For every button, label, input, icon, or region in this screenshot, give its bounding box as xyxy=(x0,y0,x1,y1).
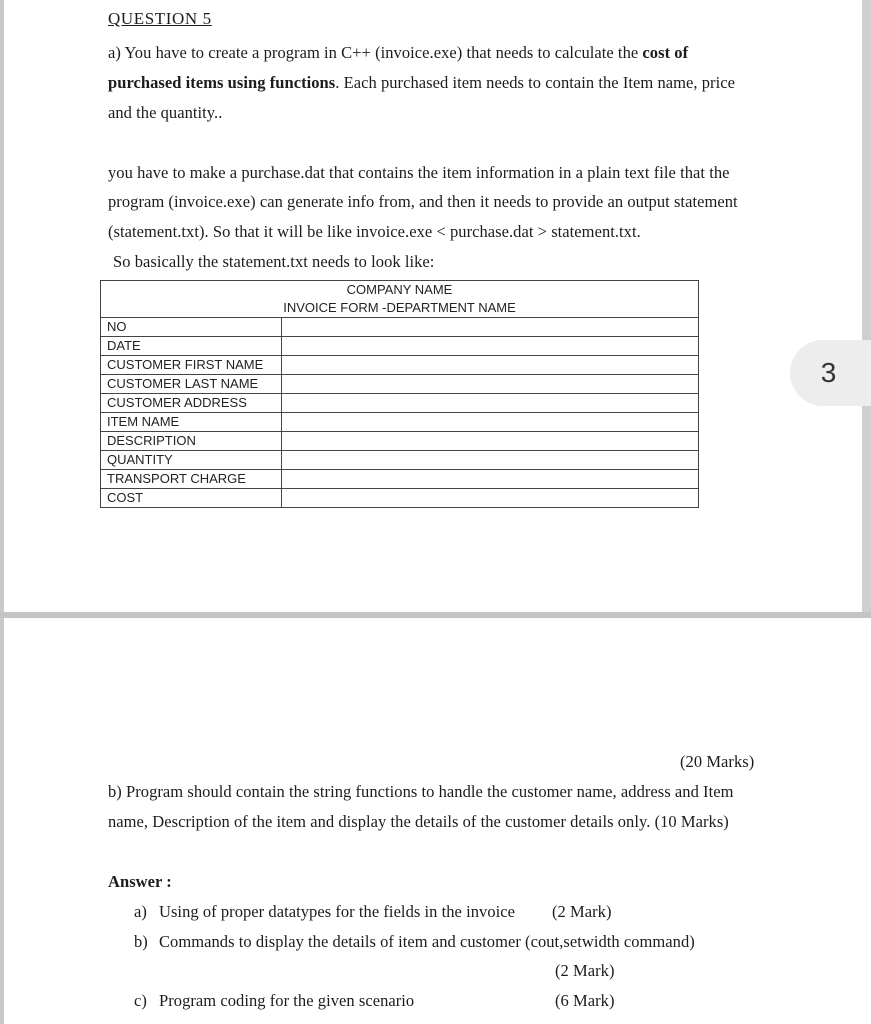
row-label: DESCRIPTION xyxy=(101,432,282,451)
table-row xyxy=(101,470,699,489)
table-row xyxy=(101,489,699,508)
page-number-badge[interactable]: 3 xyxy=(790,340,871,406)
row-label: TRANSPORT CHARGE xyxy=(101,470,282,489)
company-name-header: COMPANY NAME xyxy=(101,281,699,300)
answer-b-text: Commands to display the details of item and customer (cout,setwidth command) xyxy=(159,932,695,951)
answer-a-text: Using of proper datatypes for the fields in the invoice xyxy=(159,902,516,921)
row-value xyxy=(282,318,699,337)
question-title: QUESTION 5 xyxy=(108,9,212,28)
answer-c-text: Program coding for the given scenario xyxy=(159,991,415,1010)
row-value xyxy=(282,356,699,375)
table-row xyxy=(101,413,699,432)
answer-b-label: b) xyxy=(134,932,148,951)
answer-heading: Answer : xyxy=(108,872,172,891)
row-value xyxy=(282,375,699,394)
part-a-line-3: and the quantity.. xyxy=(108,103,223,122)
invoice-form-header: INVOICE FORM -DEPARTMENT NAME xyxy=(101,299,699,318)
table-row xyxy=(101,318,699,337)
row-label: CUSTOMER ADDRESS xyxy=(101,394,282,413)
table-row xyxy=(101,394,699,413)
scroll-gutter xyxy=(862,0,871,612)
row-value xyxy=(282,432,699,451)
row-label: NO xyxy=(101,318,282,337)
answer-c-marks: (6 Mark) xyxy=(555,991,615,1010)
answer-b-marks: (2 Mark) xyxy=(555,961,615,980)
part-b-line-2: name, Description of the item and display the details of the customer details only. (10 Marks) xyxy=(108,812,729,831)
row-value xyxy=(282,337,699,356)
row-value xyxy=(282,451,699,470)
row-value xyxy=(282,470,699,489)
part-b-line-1: b) Program should contain the string functions to handle the customer name, address and Item xyxy=(108,782,734,801)
row-label: CUSTOMER FIRST NAME xyxy=(101,356,282,375)
row-label: ITEM NAME xyxy=(101,413,282,432)
invoice-table xyxy=(100,280,699,508)
row-label: DATE xyxy=(101,337,282,356)
paragraph-2-line-4: So basically the statement.txt needs to look like: xyxy=(113,252,435,271)
table-row xyxy=(101,451,699,470)
answer-a-label: a) xyxy=(134,902,147,921)
part-a-line-2: purchased items using functions. Each purchased item needs to contain the Item name, price xyxy=(108,73,735,92)
row-label: QUANTITY xyxy=(101,451,282,470)
row-label: COST xyxy=(101,489,282,508)
table-row xyxy=(101,375,699,394)
row-label: CUSTOMER LAST NAME xyxy=(101,375,282,394)
table-row xyxy=(101,356,699,375)
answer-c-label: c) xyxy=(134,991,147,1010)
part-a-line-1: a) You have to create a program in C++ (invoice.exe) that needs to calculate the cost of xyxy=(108,43,689,62)
row-value xyxy=(282,394,699,413)
paragraph-2-line-3: (statement.txt). So that it will be like invoice.exe < purchase.dat > statement.txt. xyxy=(108,222,641,241)
table-row xyxy=(101,432,699,451)
part-b-total-marks: (20 Marks) xyxy=(680,752,755,771)
answer-a-marks: (2 Mark) xyxy=(552,902,612,921)
table-row xyxy=(101,337,699,356)
row-value xyxy=(282,413,699,432)
paragraph-2-line-1: you have to make a purchase.dat that contains the item information in a plain text file that the xyxy=(108,163,730,182)
row-value xyxy=(282,489,699,508)
paragraph-2-line-2: program (invoice.exe) can generate info from, and then it needs to provide an output statement xyxy=(108,192,738,211)
